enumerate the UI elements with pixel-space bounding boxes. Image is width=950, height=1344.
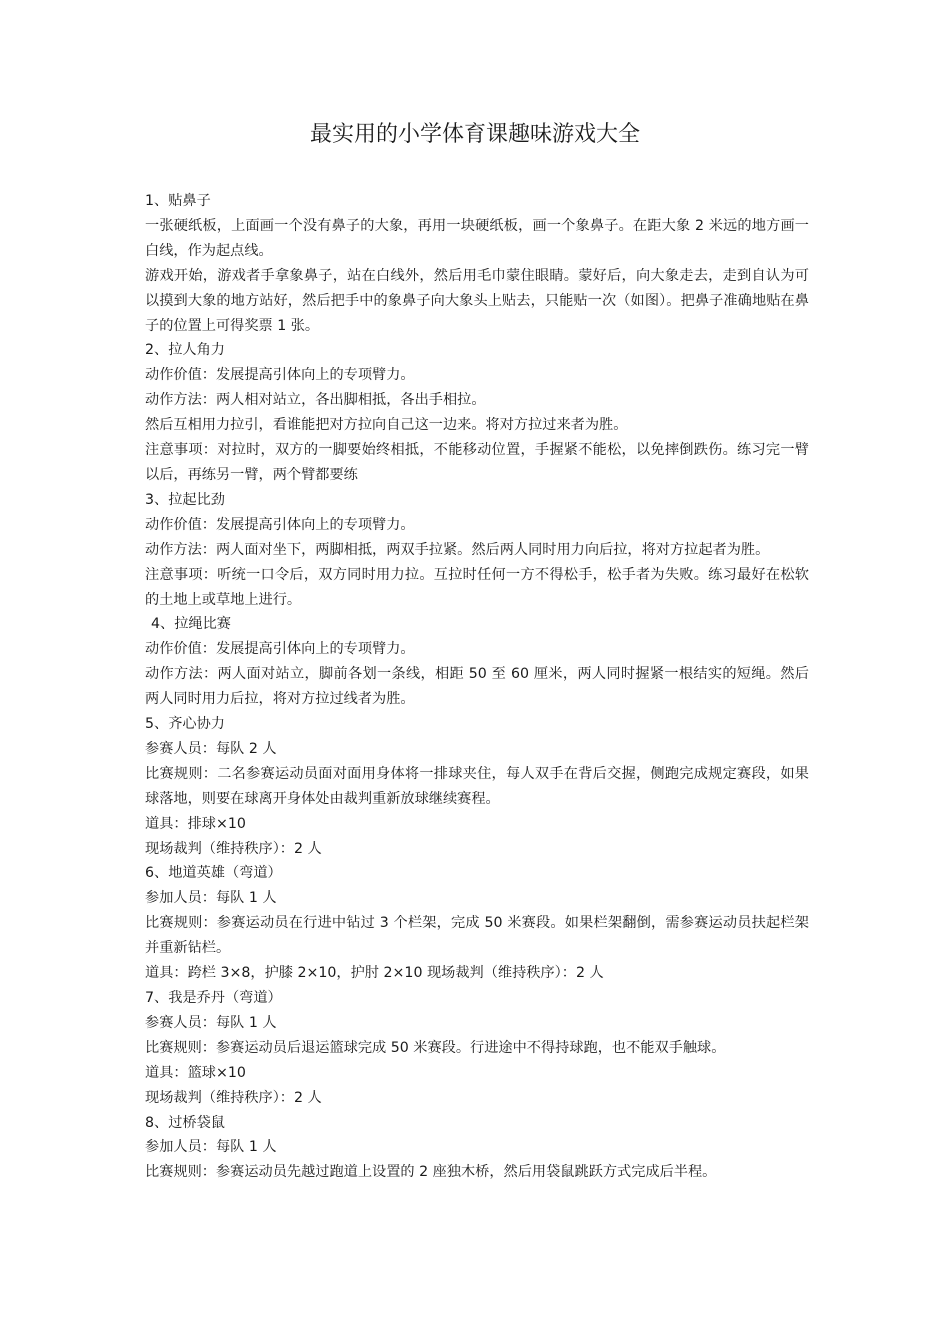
paragraph: 动作价值：发展提高引体向上的专项臂力。 bbox=[145, 516, 415, 533]
paragraph: 注意事项：对拉时，双方的一脚要始终相抵，不能移动位置，手握紧不能松，以免摔倒跌伤。练习完一臂以后，再练另一臂，两个臂都要练 bbox=[145, 442, 809, 483]
paragraph: 参加人员：每队 1 人 bbox=[145, 1139, 277, 1156]
paragraph: 道具：跨栏 3×8，护膝 2×10，护肘 2×10 现场裁判（维持秩序）：2 人 bbox=[145, 965, 604, 982]
paragraph: 比赛规则：参赛运动员先越过跑道上设置的 2 座独木桥，然后用袋鼠跳跃方式完成后半程。 bbox=[145, 1164, 717, 1181]
paragraph: 动作方法：两人面对站立，脚前各划一条线，相距 50 至 60 厘米，两人同时握紧一根结实的短绳。然后两人同时用力后拉，将对方拉过线者为胜。 bbox=[145, 666, 809, 708]
section-heading: 3、拉起比劲 bbox=[145, 491, 225, 508]
paragraph: 现场裁判（维持秩序）：2 人 bbox=[145, 840, 322, 857]
paragraph: 一张硬纸板，上面画一个没有鼻子的大象，再用一块硬纸板，画一个象鼻子。在距大象 2 米远的地方画一白线，作为起点线。 bbox=[145, 217, 809, 259]
paragraph: 比赛规则：参赛运动员后退运篮球完成 50 米赛段。行进途中不得持球跑，也不能双手触球。 bbox=[145, 1039, 726, 1056]
paragraph: 注意事项：听统一口令后，双方同时用力拉。互拉时任何一方不得松手，松手者为失败。练习最好在松软的土地上或草地上进行。 bbox=[145, 566, 809, 608]
paragraph: 比赛规则：参赛运动员在行进中钻过 3 个栏架，完成 50 米赛段。如果栏架翻倒，需参赛运动员扶起栏架并重新钻栏。 bbox=[145, 915, 809, 957]
document-body bbox=[145, 189, 809, 1185]
section-heading: 1、贴鼻子 bbox=[145, 193, 211, 209]
document-title: 最实用的小学体育课趣味游戏大全 bbox=[309, 122, 640, 147]
paragraph: 参加人员：每队 1 人 bbox=[145, 890, 277, 907]
paragraph: 游戏开始，游戏者手拿象鼻子，站在白线外，然后用毛巾蒙住眼睛。蒙好后，向大象走去，走到自认为可以摸到大象的地方站好，然后把手中的象鼻子向大象头上贴去，只能贴一次（如图）。把鼻子准确地贴在鼻子的位置上可得奖票 1 张。 bbox=[145, 267, 809, 334]
section-heading: 4、拉绳比赛 bbox=[151, 616, 231, 633]
paragraph: 动作方法：两人面对坐下，两脚相抵，两双手拉紧。然后两人同时用力向后拉，将对方拉起者为胜。 bbox=[145, 541, 770, 558]
section-heading: 7、我是乔丹（弯道） bbox=[145, 990, 282, 1006]
paragraph: 道具：篮球×10 bbox=[145, 1064, 246, 1081]
paragraph: 参赛人员：每队 2 人 bbox=[145, 740, 277, 757]
paragraph: 比赛规则：二名参赛运动员面对面用身体将一排球夹住，每人双手在背后交握，侧跑完成规定赛段，如果球落地，则要在球离开身体处由裁判重新放球继续赛程。 bbox=[145, 765, 809, 807]
paragraph: 动作价值：发展提高引体向上的专项臂力。 bbox=[145, 367, 415, 384]
section-heading: 2、拉人角力 bbox=[145, 342, 225, 359]
paragraph: 动作方法：两人相对站立，各出脚相抵，各出手相拉。 bbox=[145, 392, 486, 409]
section-heading: 8、过桥袋鼠 bbox=[145, 1114, 225, 1131]
section-heading: 5、齐心协力 bbox=[145, 716, 225, 733]
paragraph: 然后互相用力拉引，看谁能把对方拉向自己这一边来。将对方拉过来者为胜。 bbox=[145, 417, 628, 434]
paragraph: 现场裁判（维持秩序）：2 人 bbox=[145, 1089, 322, 1106]
section-heading: 6、地道英雄（弯道） bbox=[145, 865, 282, 882]
paragraph: 道具：排球×10 bbox=[145, 815, 246, 832]
paragraph: 动作价值：发展提高引体向上的专项臂力。 bbox=[145, 641, 415, 658]
paragraph: 参赛人员：每队 1 人 bbox=[145, 1014, 277, 1031]
